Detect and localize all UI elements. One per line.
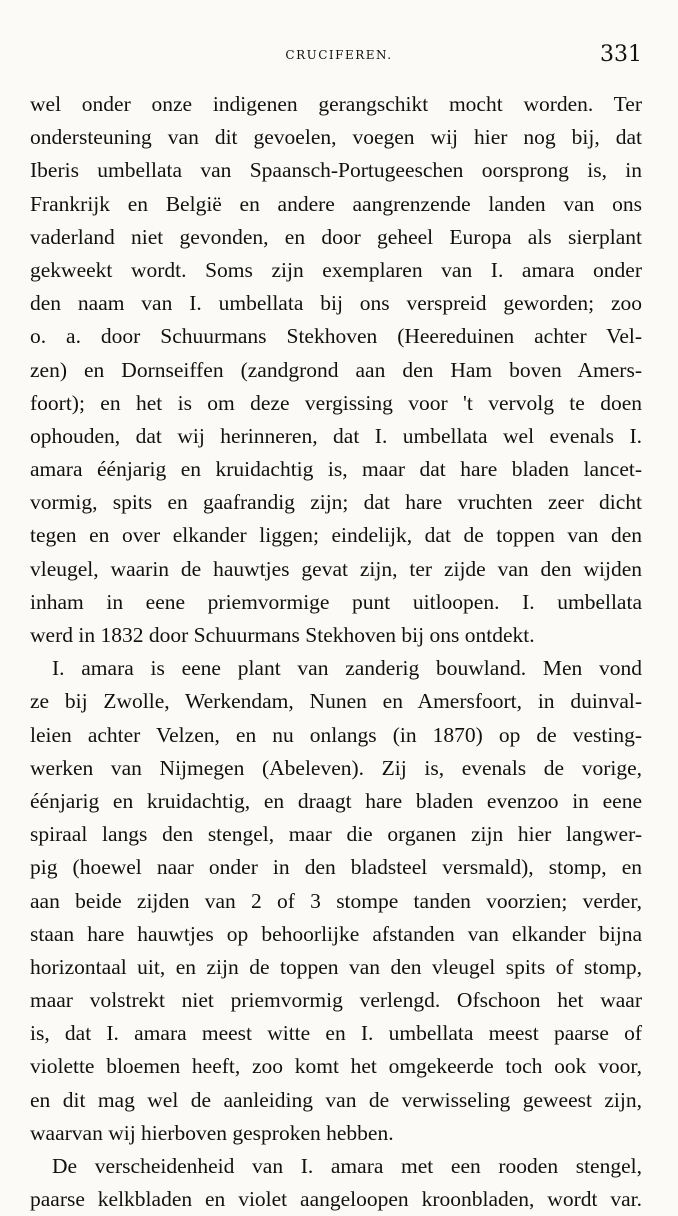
running-title: CRUCIFEREN. — [285, 48, 393, 62]
text-line: vaderland niet gevonden, en door geheel Europa als sierplant — [30, 224, 642, 249]
text-line: werken van Nijmegen (Abeleven). Zij is, evenals de vorige, — [30, 755, 642, 780]
text-line: I. amara is eene plant van zanderig bouwland. Men vond — [52, 656, 642, 681]
body-text — [30, 88, 642, 1216]
text-line: waarvan wij hierboven gesproken hebben. — [30, 1120, 394, 1145]
text-line: maar volstrekt niet priemvormig verlengd. Ofschoon het waar — [30, 988, 642, 1013]
text-line: gekweekt wordt. Soms zijn exemplaren van I. amara onder — [30, 257, 642, 282]
text-line: ondersteuning van dit gevoelen, voegen wij hier nog bij, dat — [30, 125, 642, 150]
text-line: Frankrijk en België en andere aangrenzende landen van ons — [30, 191, 642, 216]
text-line: inham in eene priemvormige punt uitloopen. I. umbellata — [30, 589, 642, 614]
text-line: spiraal langs den stengel, maar die organen zijn hier langwer- — [30, 822, 642, 847]
text-line: violette bloemen heeft, zoo komt het omgekeerde toch ook voor, — [30, 1054, 642, 1079]
text-line: aan beide zijden van 2 of 3 stompe tanden voorzien; verder, — [30, 888, 642, 913]
text-line: ophouden, dat wij herinneren, dat I. umbellata wel evenals I. — [30, 423, 642, 448]
text-line: horizontaal uit, en zijn de toppen van den vleugel spits of stomp, — [30, 954, 642, 979]
text-line: vormig, spits en gaafrandig zijn; dat hare vruchten zeer dicht — [30, 490, 642, 515]
text-line: zen) en Dornseiffen (zandgrond aan den Ham boven Amers- — [30, 357, 642, 382]
text-line: foort); en het is om deze vergissing voor 't vervolg te doen — [30, 390, 642, 415]
text-line: Iberis umbellata van Spaansch-Portugeeschen oorsprong is, in — [30, 158, 642, 183]
text-line: tegen en over elkander liggen; eindelijk, dat de toppen van den — [30, 523, 642, 548]
text-line: leien achter Velzen, en nu onlangs (in 1870) op de vesting- — [30, 722, 642, 747]
text-line: paarse kelkbladen en violet aangeloopen kroonbladen, wordt var. — [30, 1187, 642, 1212]
text-line: pig (hoewel naar onder in den bladsteel versmald), stomp, en — [30, 855, 642, 880]
page-header — [0, 40, 678, 76]
text-line: staan hare hauwtjes op behoorlijke afstanden van elkander bijna — [30, 921, 642, 946]
text-line: is, dat I. amara meest witte en I. umbellata meest paarse of — [30, 1021, 642, 1046]
text-line: en dit mag wel de aanleiding van de verwisseling geweest zijn, — [30, 1087, 642, 1112]
text-line: ze bij Zwolle, Werkendam, Nunen en Amersfoort, in duinval- — [30, 689, 642, 714]
page-number: 331 — [600, 42, 642, 67]
text-line: De verscheidenheid van I. amara met een rooden stengel, — [52, 1154, 642, 1178]
text-line: éénjarig en kruidachtig, en draagt hare bladen evenzoo in eene — [30, 788, 642, 813]
text-line: werd in 1832 door Schuurmans Stekhoven bij ons ontdekt. — [30, 623, 535, 647]
text-line: amara éénjarig en kruidachtig is, maar dat hare bladen lancet- — [30, 457, 642, 482]
text-line: wel onder onze indigenen gerangschikt mocht worden. Ter — [30, 92, 642, 116]
text-line: o. a. door Schuurmans Stekhoven (Heereduinen achter Vel- — [30, 324, 642, 349]
text-line: vleugel, waarin de hauwtjes gevat zijn, ter zijde van den wijden — [30, 556, 642, 581]
text-line: den naam van I. umbellata bij ons verspreid geworden; zoo — [30, 291, 642, 316]
